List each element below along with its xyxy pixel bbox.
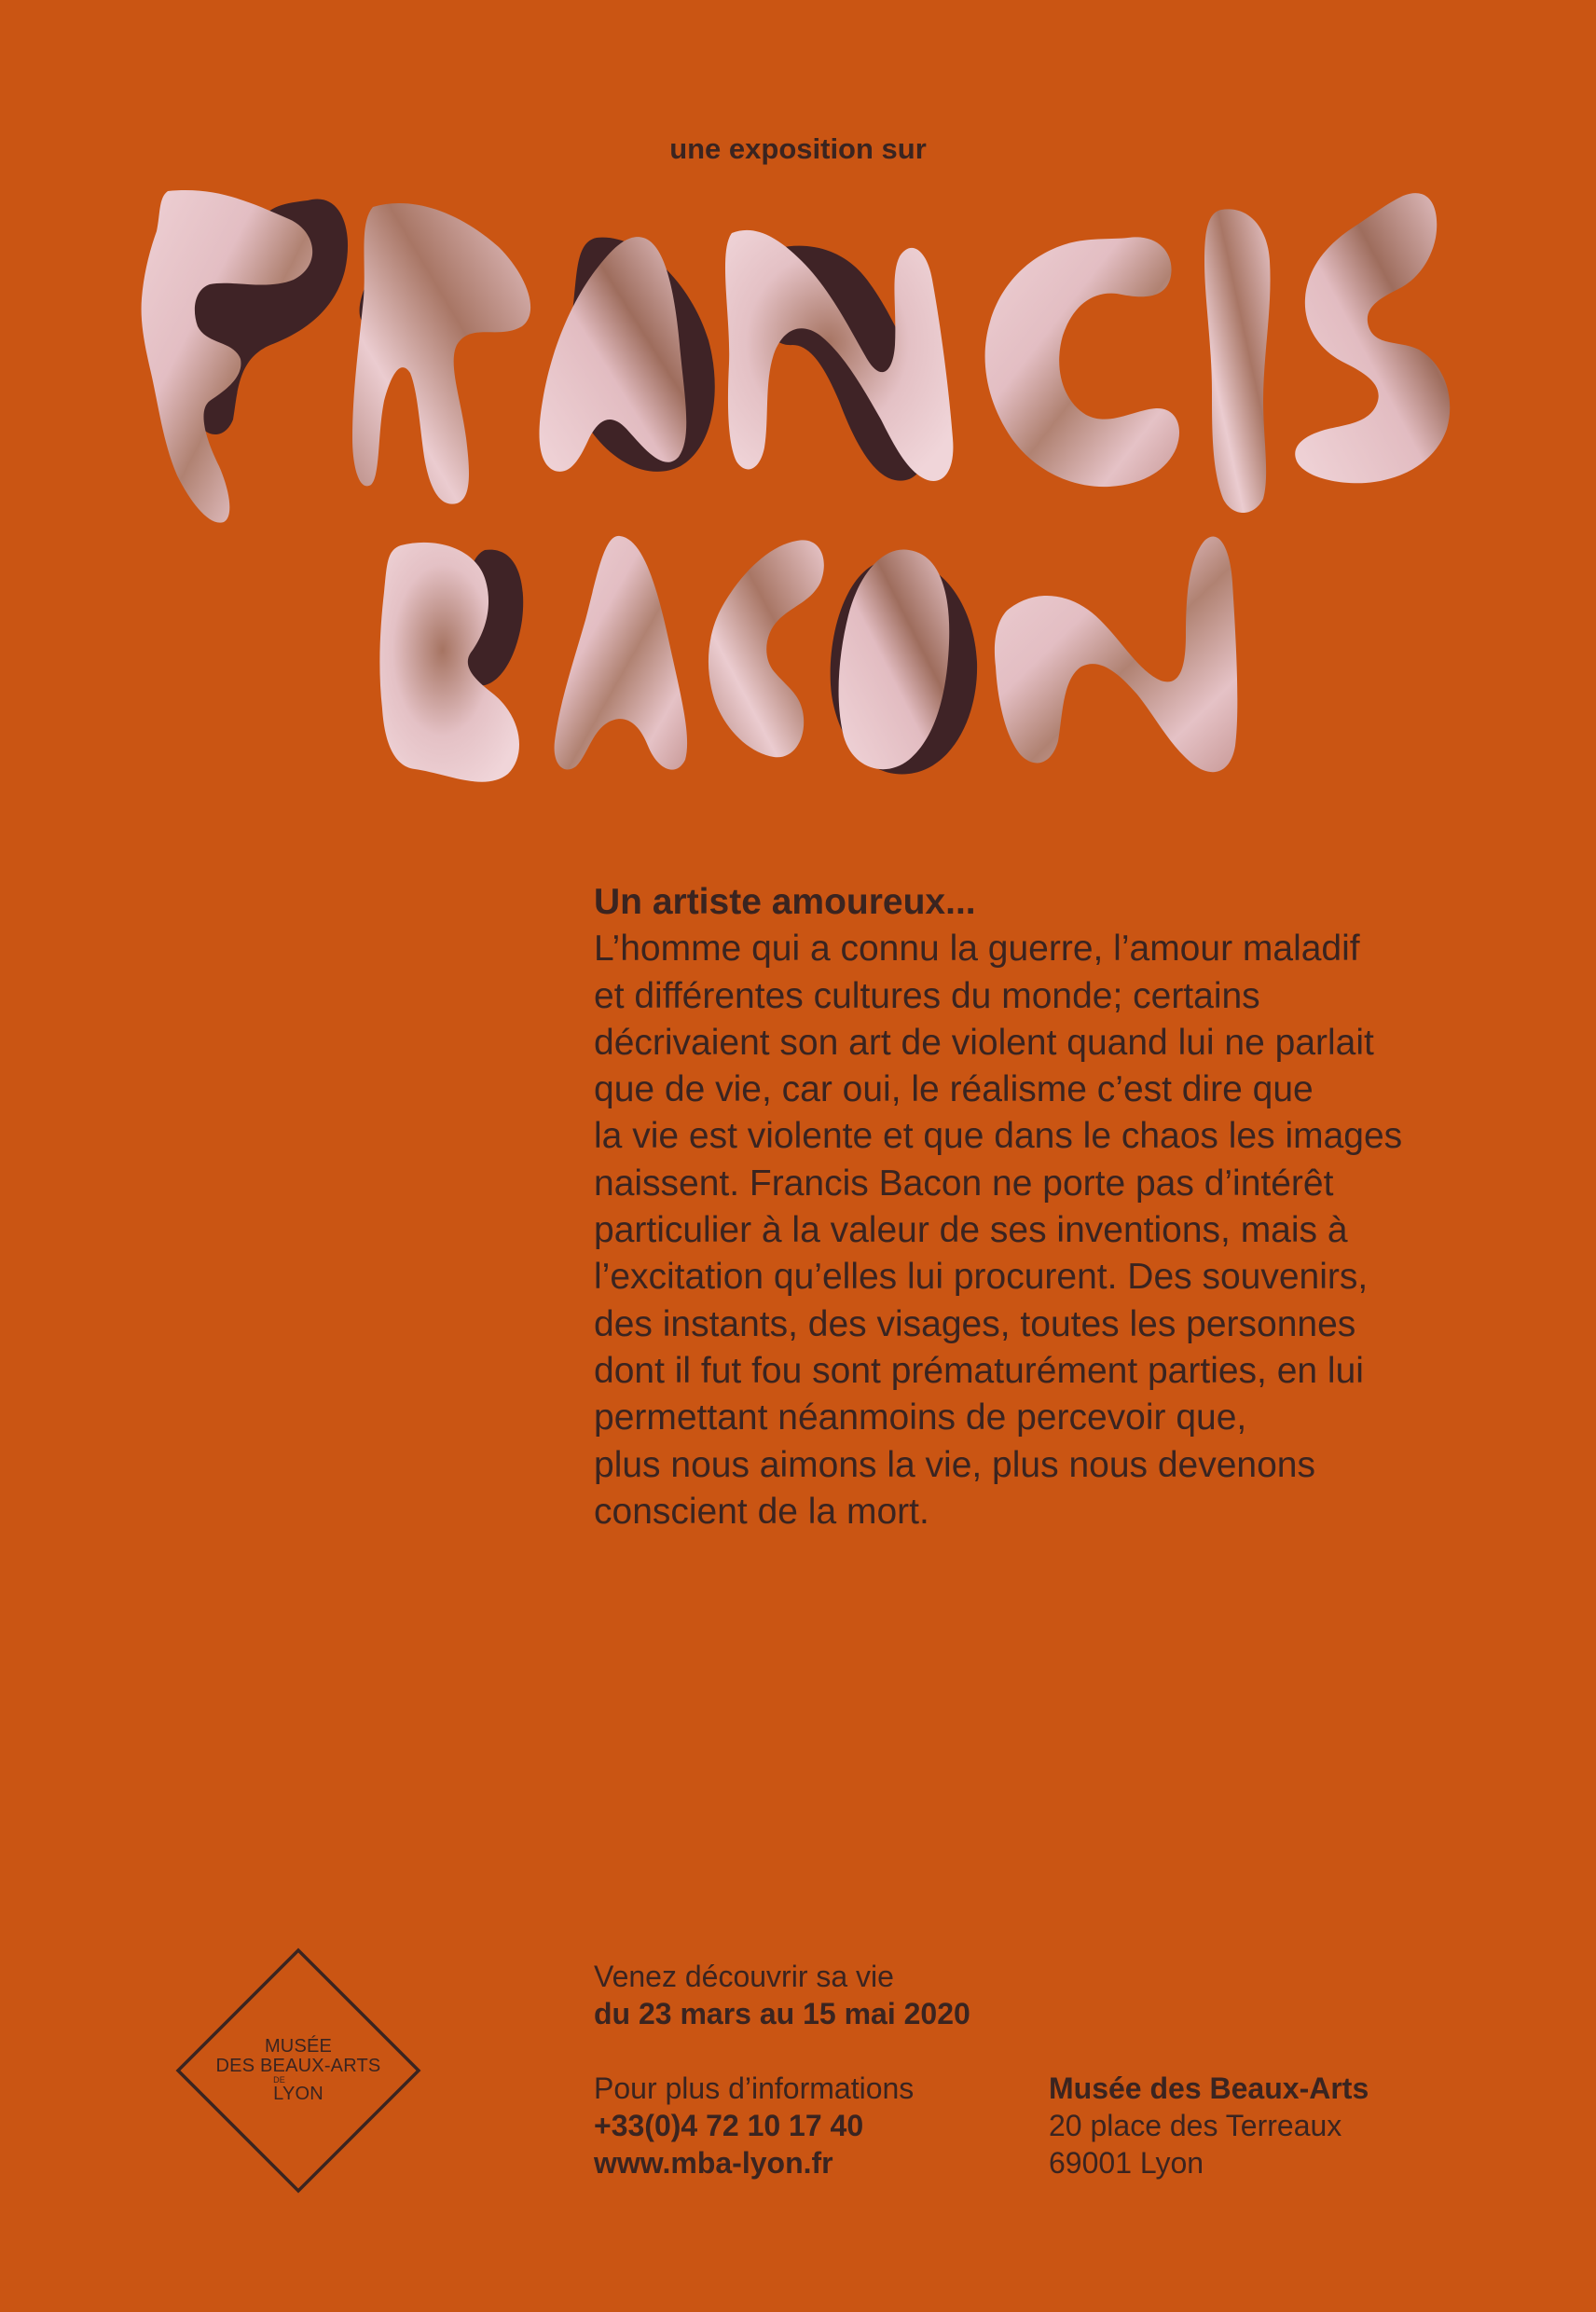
logo-line-beaux-arts: DES BEAUX-ARTS [215,2056,381,2076]
body-line: des instants, des visages, toutes les personnes [594,1303,1356,1344]
body-heading: Un artiste amoureux... [594,882,976,922]
contact-website-link[interactable]: www.mba-lyon.fr [594,2146,833,2180]
address-name: Musée des Beaux-Arts [1049,2071,1369,2105]
contact-block [594,2070,914,2181]
letter-c2 [709,540,824,757]
body-line: et différentes cultures du monde; certains [594,975,1260,1016]
body-text-block [594,879,1489,1535]
body-line: L’homme qui a connu la guerre, l’amour maladif [594,929,1360,970]
body-line: conscient de la mort. [594,1491,929,1532]
body-line: plus nous aimons la vie, plus nous devenons [594,1444,1315,1485]
title-line-2-bacon [379,536,1237,782]
contact-intro: Pour plus d’informations [594,2071,915,2105]
body-line: décrivaient son art de violent quand lui ne parlait [594,1022,1374,1063]
address-city: 69001 Lyon [1049,2146,1204,2180]
letter-f [142,190,313,523]
museum-logo [172,1945,424,2196]
letter-s [1295,193,1450,483]
francis-bacon-blob-lettering [0,0,1596,802]
body-line: naissent. Francis Bacon ne porte pas d’intérêt [594,1163,1334,1204]
body-line: la vie est violente et que dans le chaos les images [594,1116,1403,1157]
logo-text [172,1945,424,2196]
letter-i [1204,209,1271,513]
letter-n2 [995,537,1237,773]
body-line: que de vie, car oui, le réalisme c’est dire que [594,1069,1314,1110]
dates-intro: Venez découvrir sa vie [594,1960,894,1993]
address-block [1049,2070,1369,2181]
letter-c [985,237,1179,487]
body-line: l’excitation qu’elles lui procurent. Des souvenirs, [594,1257,1369,1298]
body-line: permettant néanmoins de percevoir que, [594,1397,1247,1438]
letter-a2 [555,536,688,770]
logo-line-lyon [273,2076,323,2104]
logo-de: DE [273,2075,286,2085]
contact-phone[interactable]: +33(0)4 72 10 17 40 [594,2109,864,2142]
letter-r [352,203,530,504]
body-line: dont il fut fou sont prématurément parties, en lui [594,1350,1364,1391]
title-line-1-francis [142,190,1451,523]
body-line: particulier à la valeur de ses inventions, mais à [594,1210,1348,1251]
kicker-text: une exposition sur [669,132,927,165]
logo-line-musee: MUSÉE [264,2036,333,2057]
logo-lyon: LYON [273,2084,323,2104]
dates-block [594,1958,970,2032]
address-street: 20 place des Terreaux [1049,2109,1342,2142]
dates-range: du 23 mars au 15 mai 2020 [594,1997,970,2030]
